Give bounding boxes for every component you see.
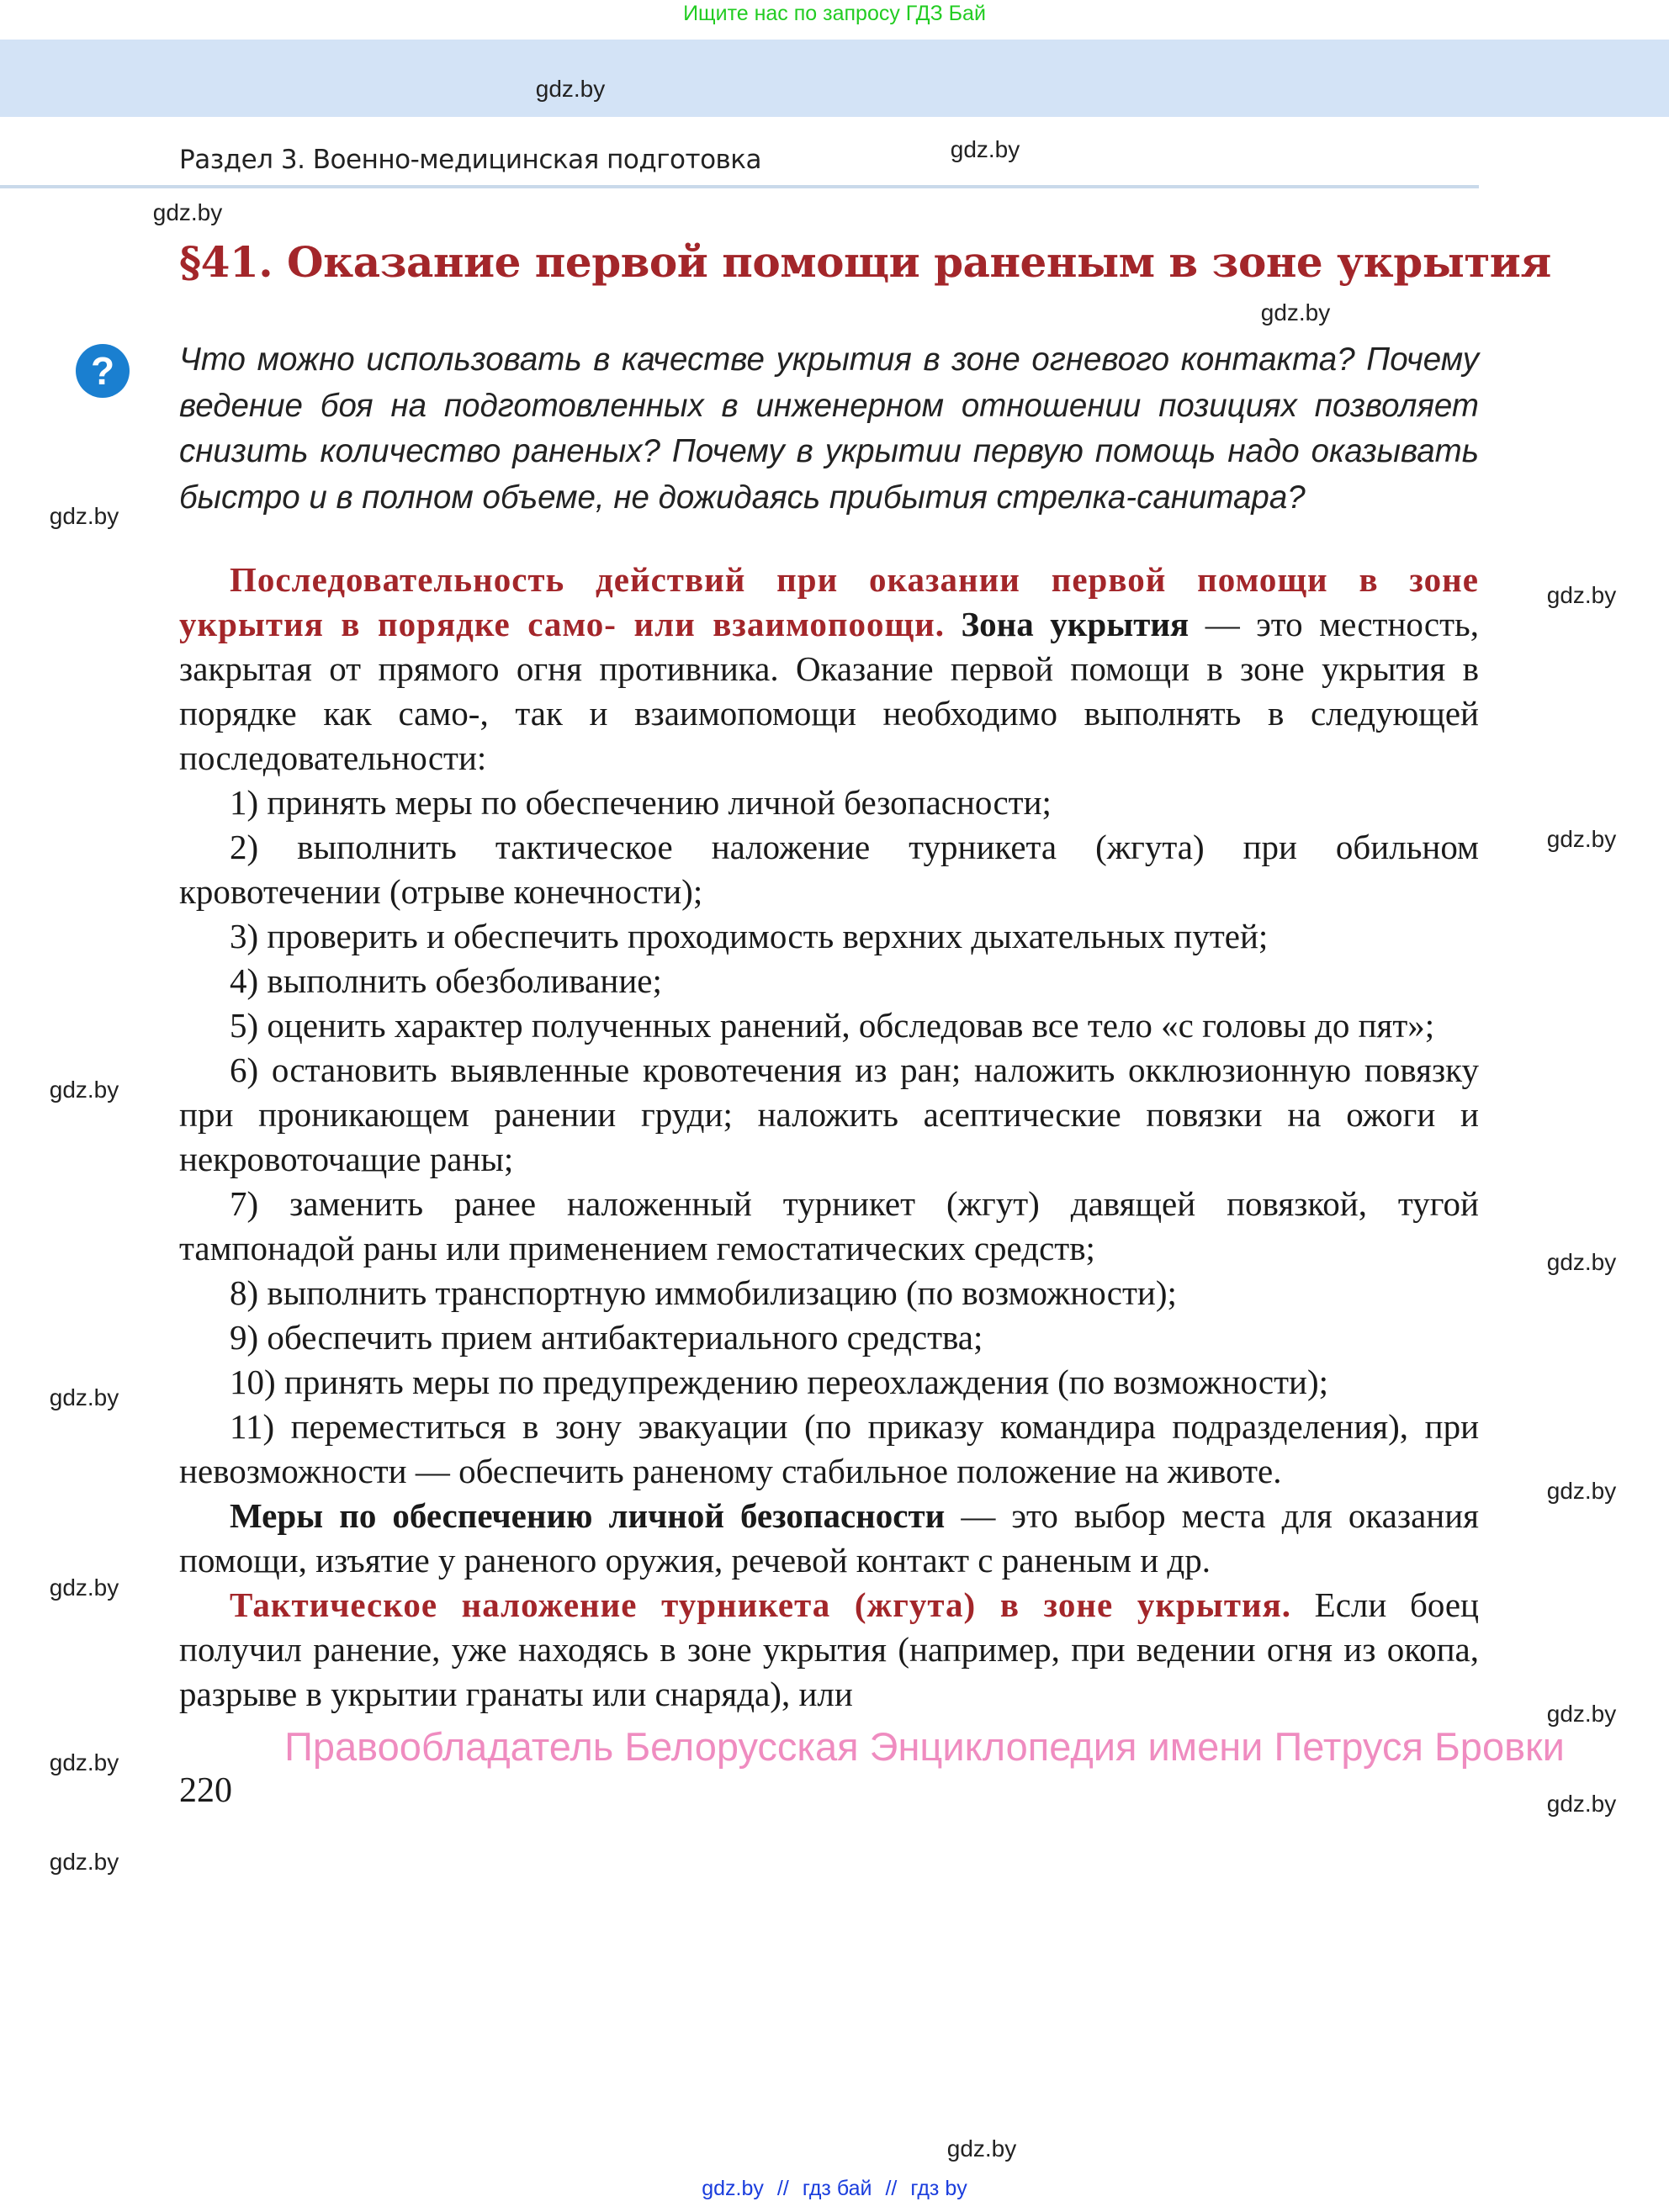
separator: // bbox=[776, 2177, 789, 2200]
top-note: Ищите нас по запросу ГДЗ Бай bbox=[683, 2, 986, 25]
questions-block: Что можно использовать в качестве укрытия в зоне огневого контакта? Почему ведение боя на подготовленных в инженерном отношении позициях позволяет снизить количество раненых? Почему в укрытии первую помощь надо оказывать быстро и в полном объеме, не дожидаясь прибытия стрелка-санитара? bbox=[179, 341, 1479, 516]
item-number: 6) bbox=[230, 1050, 259, 1089]
watermark: gdz.by bbox=[1546, 582, 1617, 608]
item-number: 5) bbox=[230, 1006, 259, 1045]
page-number: 220 bbox=[179, 1771, 232, 1810]
item-text: остановить выявленные кровотечения из ран; наложить окклюзионную повязку при проникающем ранении груди; наложить асептические повязки на ожоги и некровоточащие раны; bbox=[179, 1050, 1479, 1178]
item-text: принять меры по предупреждению переохлаждения (по возможности); bbox=[283, 1363, 1329, 1401]
list-item bbox=[179, 825, 1479, 914]
item-number: 7) bbox=[230, 1184, 259, 1223]
watermark: gdz.by bbox=[1546, 1478, 1617, 1504]
divider bbox=[0, 185, 1479, 188]
item-text: выполнить транспортную иммобилизацию (по возможности); bbox=[267, 1273, 1177, 1312]
section-intro bbox=[179, 558, 1479, 781]
section-heading: Последовательность действий при оказании первой помощи в зоне укрытия в порядке само- или взаимопоощи. bbox=[179, 560, 1479, 643]
footer-links bbox=[0, 2177, 1669, 2201]
footer-link[interactable]: gdz.by bbox=[702, 2177, 764, 2200]
definition: — это местность, закрытая от прямого огня противника. Оказание первой помощи в зоне укрытия в порядке как само-, так и взаимопомощи необходимо выполнять в следующей последовательности: bbox=[179, 605, 1479, 777]
watermark: gdz.by bbox=[1260, 299, 1331, 325]
item-number: 4) bbox=[230, 961, 259, 1000]
watermark: gdz.by bbox=[535, 76, 606, 102]
item-number: 11) bbox=[230, 1407, 275, 1446]
safety-paragraph bbox=[179, 1494, 1479, 1583]
watermark: gdz.by bbox=[1546, 1249, 1617, 1275]
term: Зона укрытия bbox=[961, 605, 1189, 643]
watermark: gdz.by bbox=[49, 1574, 119, 1601]
header-band bbox=[0, 40, 1669, 117]
watermark: gdz.by bbox=[950, 136, 1020, 162]
definition: — это выбор места для оказания помощи, изъятие у раненого оружия, речевой контакт с раненым и др. bbox=[179, 1496, 1480, 1580]
watermark: gdz.by bbox=[946, 2135, 1017, 2162]
steps-list bbox=[179, 781, 1479, 1494]
question-icon: ? bbox=[76, 344, 130, 398]
item-number: 8) bbox=[230, 1273, 259, 1312]
body-text bbox=[179, 558, 1479, 1717]
section2-paragraph bbox=[179, 1583, 1479, 1717]
watermark: gdz.by bbox=[1546, 826, 1617, 852]
list-item bbox=[179, 1003, 1479, 1048]
watermark: gdz.by bbox=[1546, 1701, 1617, 1727]
list-item bbox=[179, 1315, 1479, 1360]
watermark: gdz.by bbox=[1546, 1791, 1617, 1817]
watermark: gdz.by bbox=[152, 199, 223, 225]
item-text: выполнить тактическое наложение турникета (жгута) при обильном кровотечении (отрыве конечности); bbox=[179, 828, 1479, 911]
paragraph-text: Если боец получил ранение, уже находясь в зоне укрытия (например, при ведении огня из окопа, разрыве в укрытии гранаты или снаряда), или bbox=[179, 1585, 1479, 1713]
watermark: gdz.by bbox=[49, 503, 119, 529]
page-title: §41. Оказание первой помощи раненым в зоне укрытия bbox=[179, 237, 1551, 287]
running-head: Раздел 3. Военно-медицинская подготовка bbox=[179, 145, 762, 175]
item-number: 2) bbox=[230, 828, 259, 866]
item-text: обеспечить прием антибактериального средства; bbox=[267, 1318, 983, 1357]
list-item bbox=[179, 1182, 1479, 1271]
item-text: переместиться в зону эвакуации (по приказу командира подразделения), при невозможности — обеспечить раненому стабильное положение на животе. bbox=[179, 1407, 1480, 1490]
list-item bbox=[179, 1271, 1479, 1315]
list-item bbox=[179, 959, 1479, 1003]
watermark: gdz.by bbox=[49, 1849, 119, 1875]
item-text: заменить ранее наложенный турникет (жгут) давящей повязкой, тугой тампонадой раны или применением гемостатических средств; bbox=[179, 1184, 1479, 1267]
list-item bbox=[179, 1048, 1479, 1182]
list-item bbox=[179, 1360, 1479, 1405]
footer-link[interactable]: гдз by bbox=[910, 2177, 967, 2200]
item-number: 1) bbox=[230, 783, 259, 822]
copyright-notice: Правообладатель Белорусская Энциклопедия имени Петруся Бровки bbox=[284, 1724, 1565, 1769]
list-item bbox=[179, 914, 1479, 959]
list-item bbox=[179, 781, 1479, 825]
section-heading: Тактическое наложение турникета (жгута) в зоне укрытия. bbox=[230, 1585, 1292, 1624]
watermark: gdz.by bbox=[49, 1077, 119, 1103]
term: Меры по обеспечению личной безопасности bbox=[230, 1496, 946, 1535]
item-number: 9) bbox=[230, 1318, 259, 1357]
item-text: выполнить обезболивание; bbox=[267, 961, 662, 1000]
item-text: оценить характер полученных ранений, обследовав все тело «с головы до пят»; bbox=[267, 1006, 1435, 1045]
watermark: gdz.by bbox=[49, 1384, 119, 1410]
item-number: 10) bbox=[230, 1363, 276, 1401]
item-number: 3) bbox=[230, 917, 259, 955]
footer-link[interactable]: гдз бай bbox=[802, 2177, 872, 2200]
list-item bbox=[179, 1405, 1479, 1494]
item-text: проверить и обеспечить проходимость верхних дыхательных путей; bbox=[267, 917, 1269, 955]
page-content bbox=[179, 337, 1565, 1811]
separator: // bbox=[885, 2177, 898, 2200]
watermark: gdz.by bbox=[49, 1749, 119, 1775]
item-text: принять меры по обеспечению личной безопасности; bbox=[267, 783, 1052, 822]
